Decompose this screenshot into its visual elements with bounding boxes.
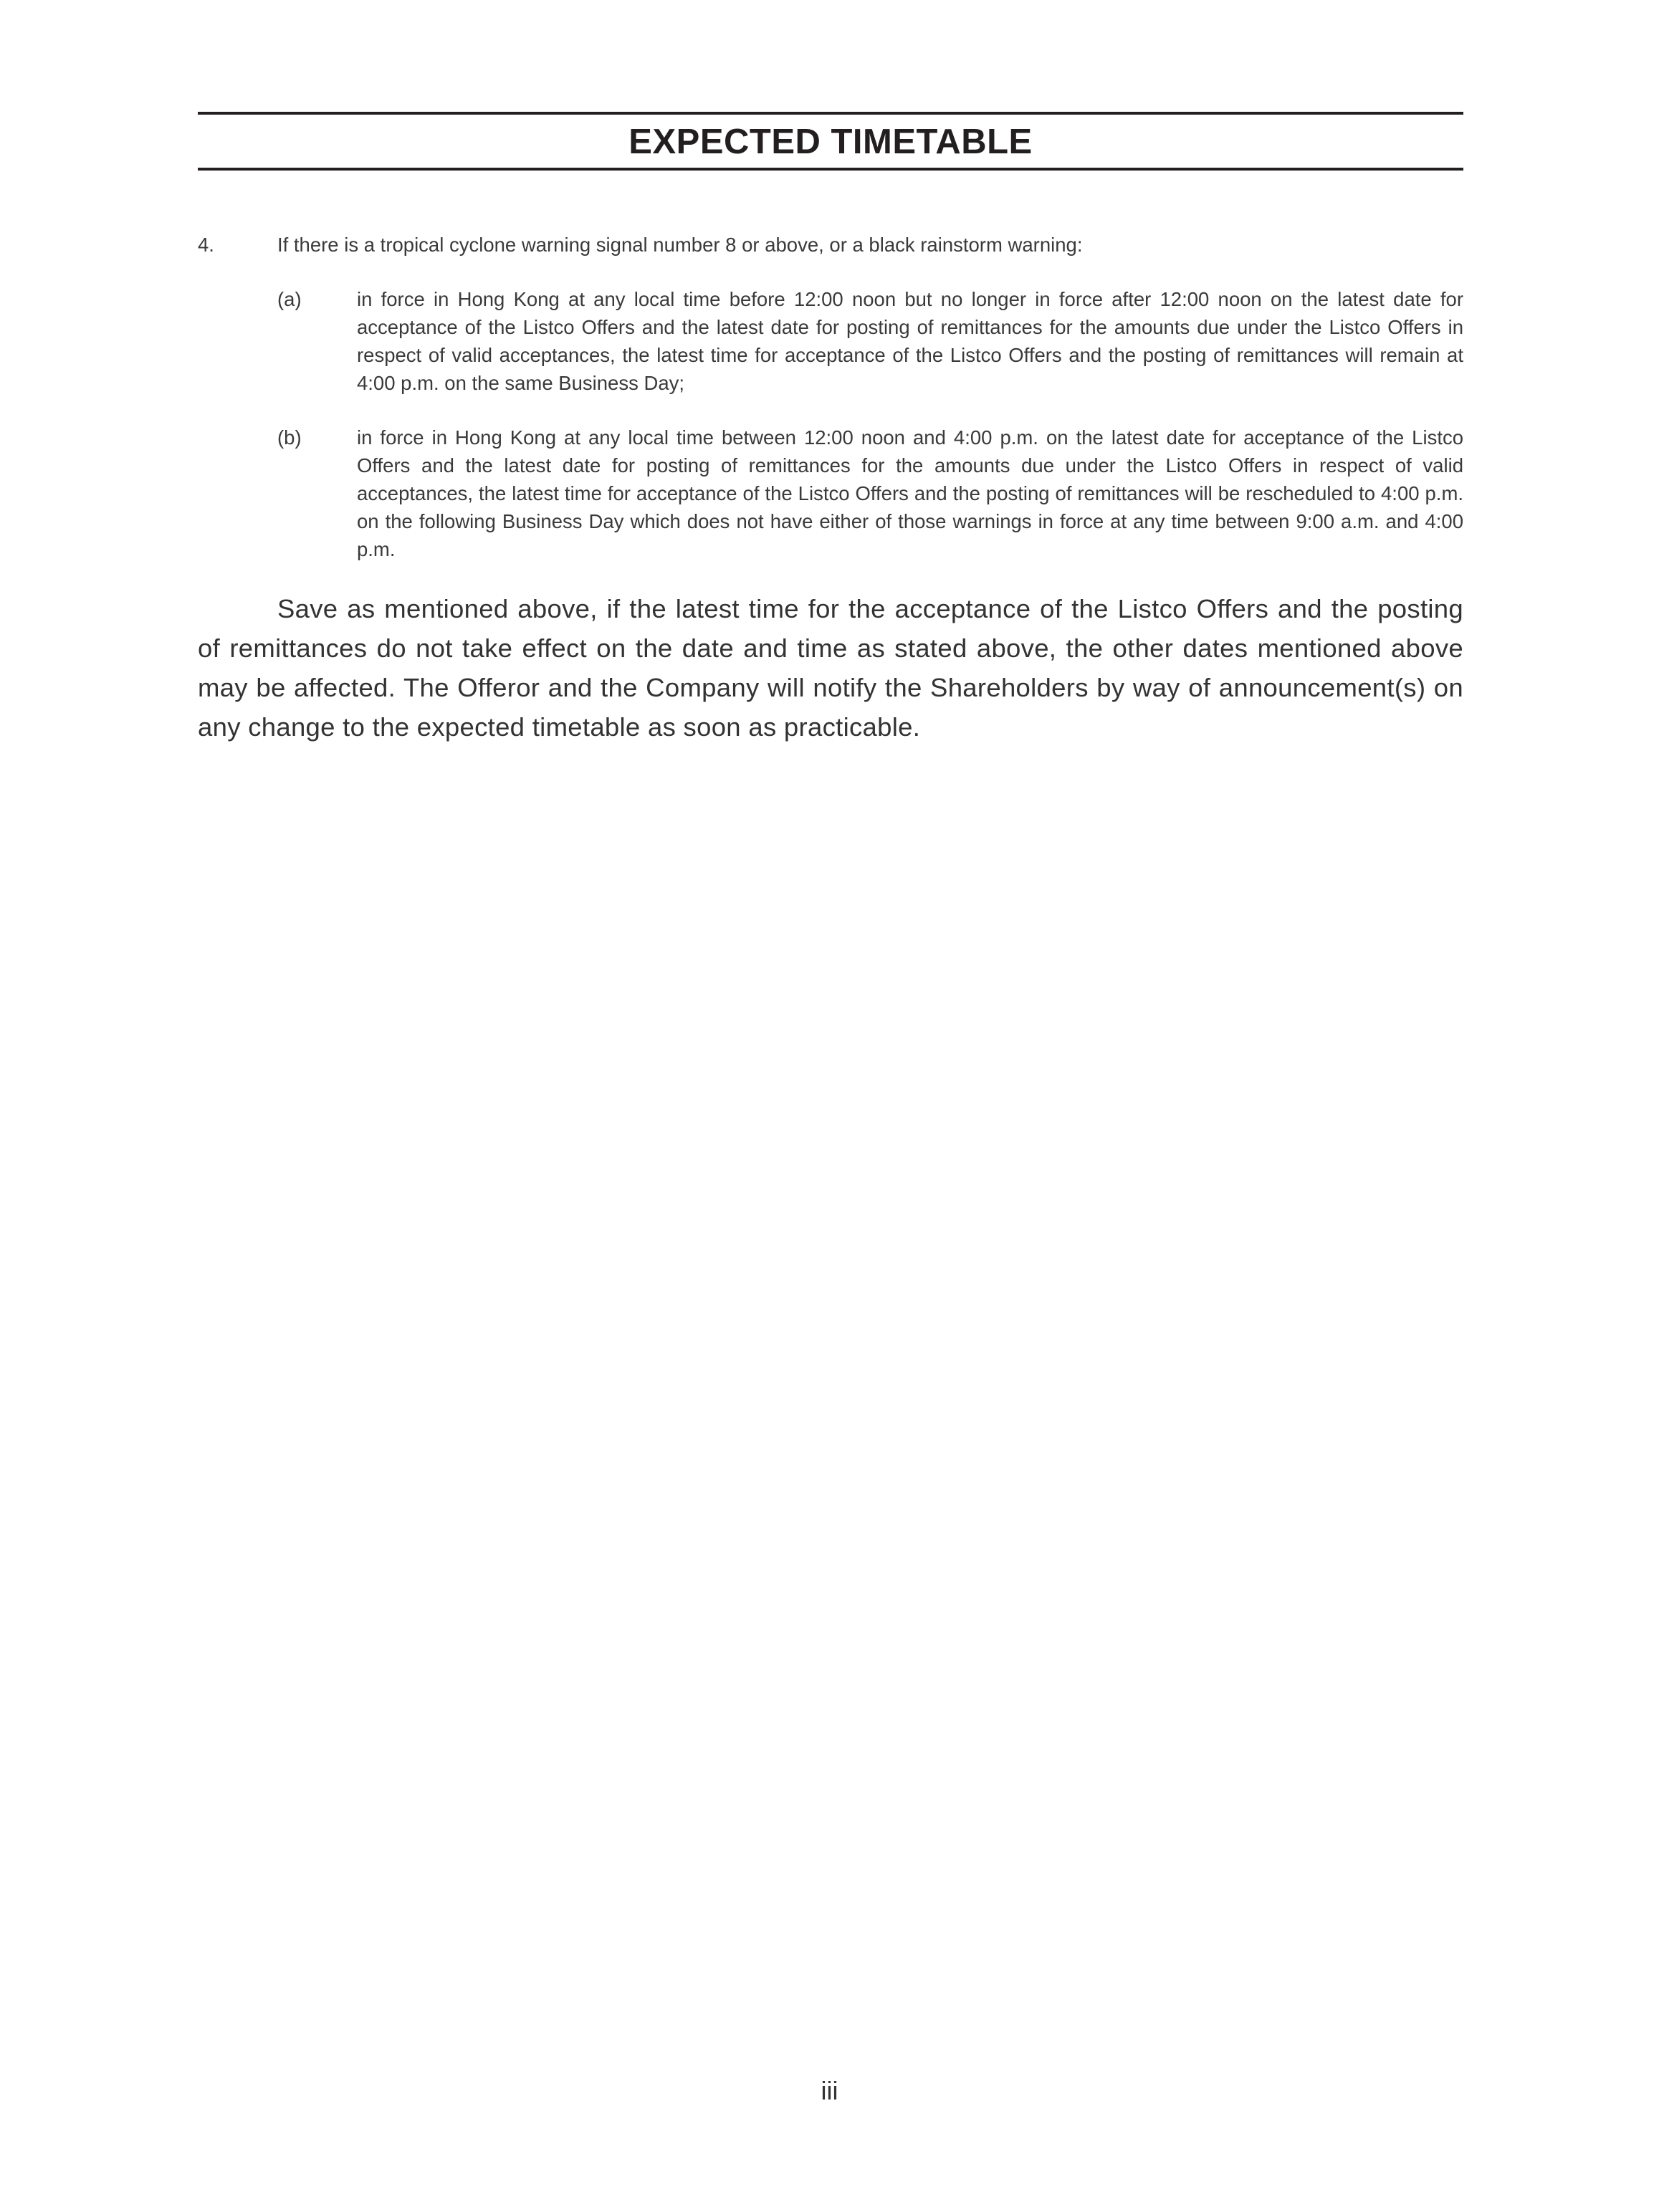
- note-4: [198, 231, 1463, 259]
- note-number: 4.: [198, 234, 214, 256]
- note-item-b: [198, 423, 1463, 563]
- note-item-label: (a): [277, 288, 302, 310]
- note-item-a: [198, 285, 1463, 397]
- page-number: iii: [821, 2076, 838, 2105]
- note-item-label: (b): [277, 426, 302, 449]
- header-bottom-rule: [198, 168, 1463, 171]
- page-title: EXPECTED TIMETABLE: [628, 123, 1033, 161]
- page-content: [198, 231, 1463, 773]
- body-paragraph: Save as mentioned above, if the latest time for the acceptance of the Listco Offers and the posting of remittances do not take effect on the date and time as stated above, the other dates mentioned above may be affected. The Offeror and the Company will notify the Shareholders by way of announcement(s) on any change to the expected timetable as soon as practicable.: [198, 594, 1463, 742]
- page-header: [198, 112, 1463, 171]
- note-item-text: in force in Hong Kong at any local time between 12:00 noon and 4:00 p.m. on the latest date for acceptance of the Listco Offers and the latest date for posting of remittances for the amounts due under the Listco Offers in respect of valid acceptances, the latest time for acceptance of the Listco Offers and the posting of remittances will be rescheduled to 4:00 p.m. on the following Business Day which does not have either of those warnings in force at any time between 9:00 a.m. and 4:00 p.m.: [357, 426, 1463, 560]
- note-text: If there is a tropical cyclone warning signal number 8 or above, or a black rainstorm warning:: [277, 234, 1083, 256]
- note-item-text: in force in Hong Kong at any local time before 12:00 noon but no longer in force after 12:00 noon on the latest date for acceptance of the Listco Offers and the latest date for posting of remittances for the amounts due under the Listco Offers in respect of valid acceptances, the latest time for acceptance of the Listco Offers and the posting of remittances will remain at 4:00 p.m. on the same Business Day;: [357, 288, 1463, 394]
